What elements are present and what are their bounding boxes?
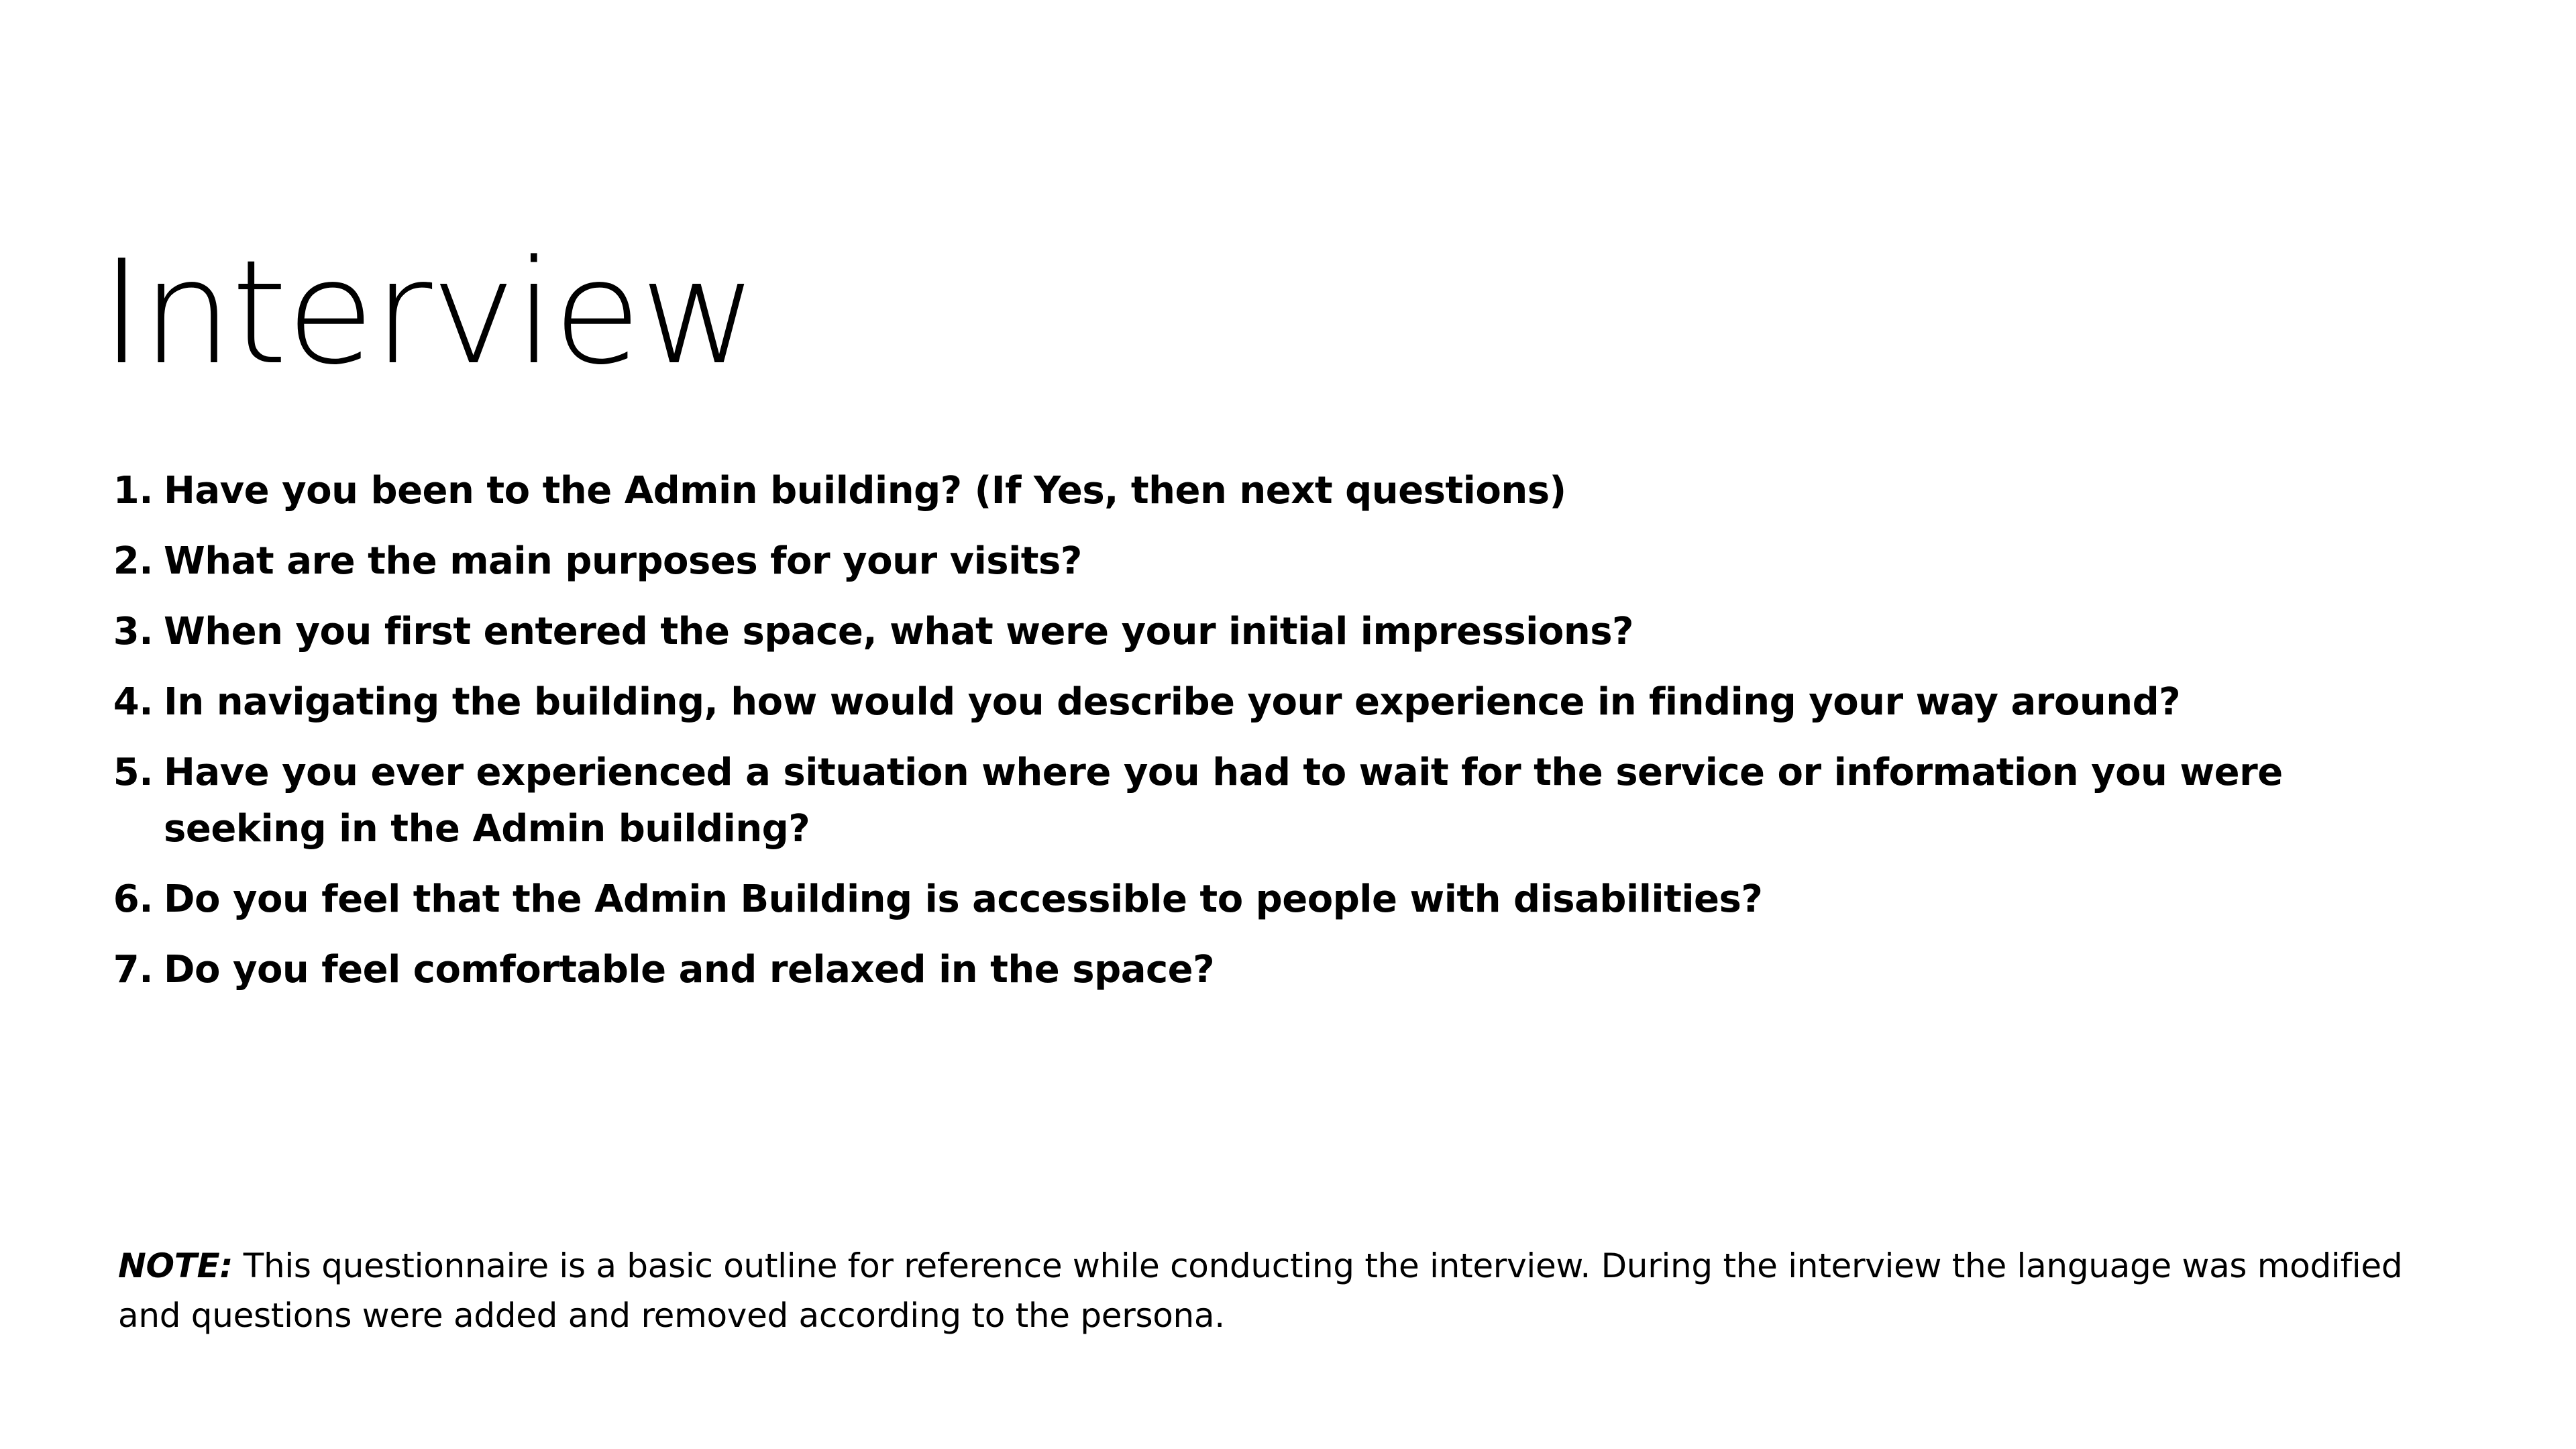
page-title: Interview: [101, 229, 757, 396]
question-item: [80, 674, 2428, 731]
question-text: In navigating the building, how would you describe your experience in finding your way around?: [164, 680, 2181, 724]
question-item: [80, 942, 2428, 998]
note-paragraph: [118, 1241, 2412, 1340]
question-text: Have you ever experienced a situation where you had to wait for the service or information you were seeking in the Admin building?: [164, 751, 2283, 851]
question-item: [80, 463, 2428, 519]
question-text: What are the main purposes for your visits?: [164, 539, 1082, 583]
note-label: NOTE:: [118, 1246, 233, 1285]
question-item: [80, 604, 2428, 660]
question-item: [80, 871, 2428, 928]
question-text: When you first entered the space, what were your initial impressions?: [164, 610, 1634, 653]
question-item: [80, 533, 2428, 590]
question-text: Do you feel that the Admin Building is accessible to people with disabilities?: [164, 877, 1763, 921]
question-number: 7.: [113, 948, 153, 991]
note-text: This questionnaire is a basic outline for reference while conducting the interview. During the interview the language was modified and questions were added and removed according to the persona.: [118, 1246, 2403, 1335]
question-text: Do you feel comfortable and relaxed in the space?: [164, 948, 1215, 991]
questions-list: [80, 463, 2428, 1012]
question-item: [80, 745, 2428, 857]
question-number: 2.: [113, 539, 153, 583]
question-number: 4.: [113, 680, 153, 724]
question-number: 1.: [113, 469, 153, 513]
question-number: 3.: [113, 610, 153, 653]
question-text: Have you been to the Admin building? (If Yes, then next questions): [164, 469, 1566, 513]
question-number: 5.: [113, 751, 153, 794]
question-number: 6.: [113, 877, 153, 921]
